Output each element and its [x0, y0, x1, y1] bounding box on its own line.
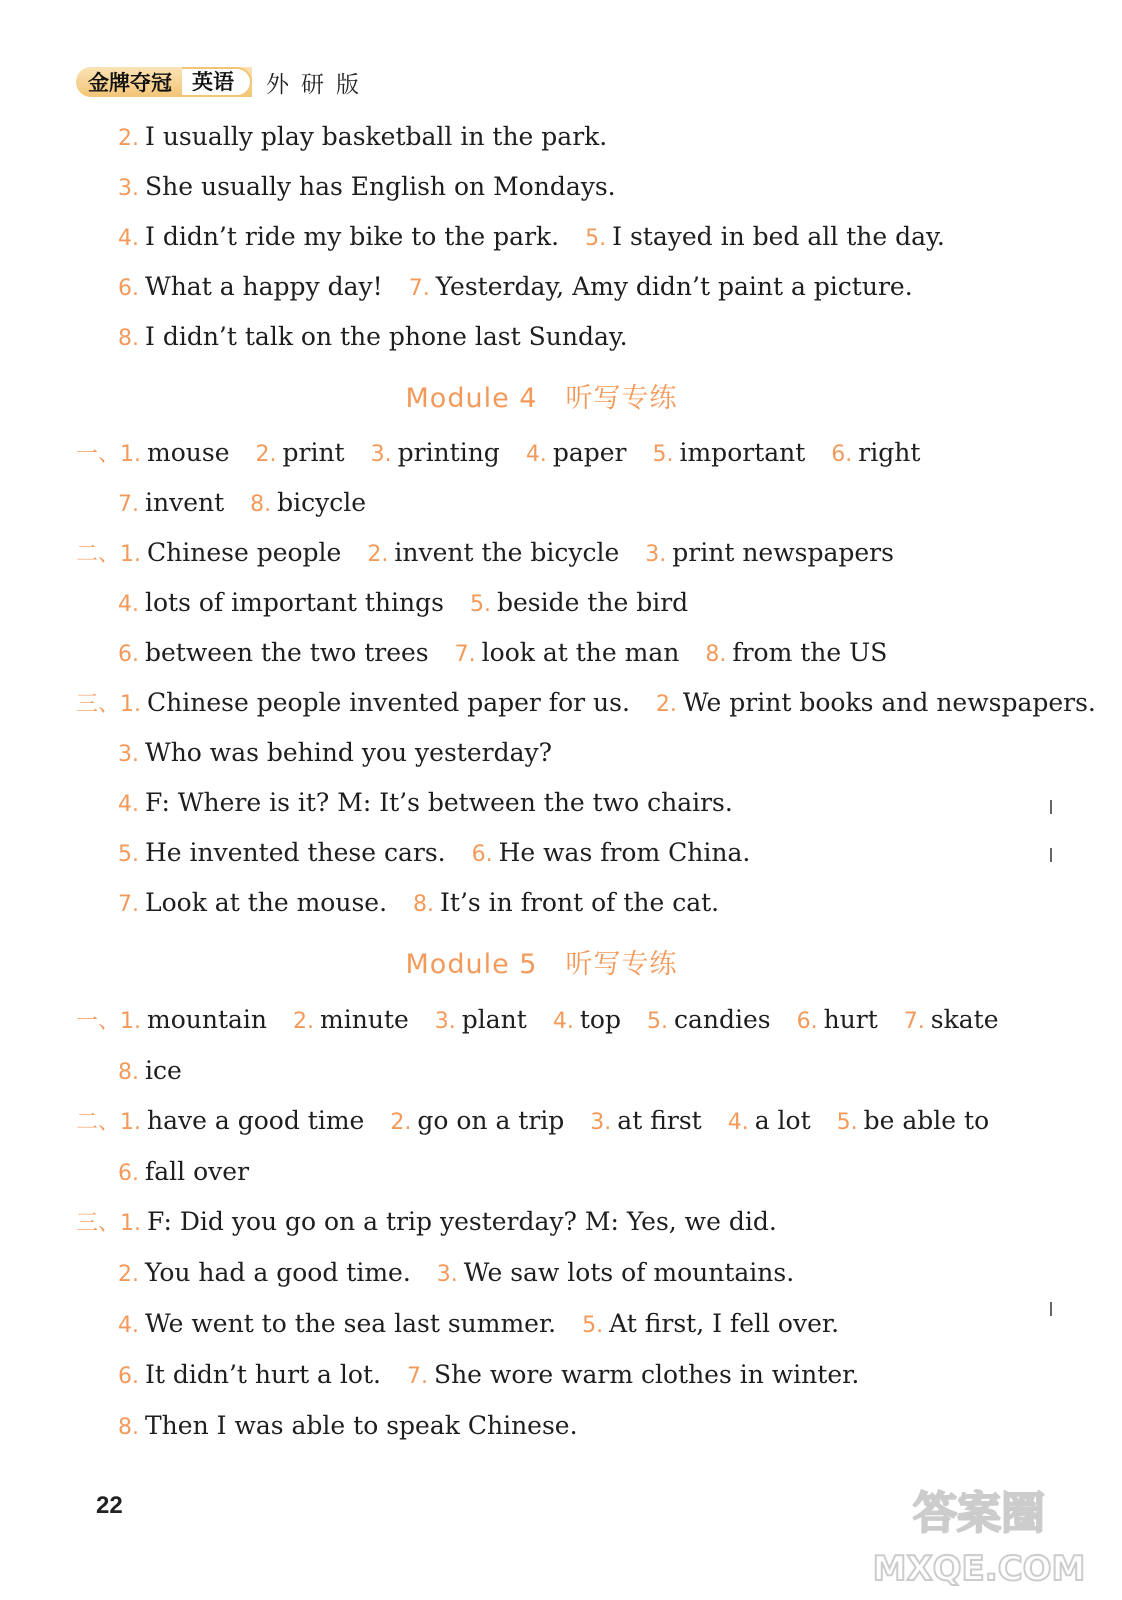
item-number: 8. — [413, 892, 435, 917]
item-number: 7. — [903, 1009, 925, 1034]
answer-item — [118, 122, 607, 151]
answer-item — [797, 1005, 878, 1034]
item-number: 8. — [118, 326, 139, 351]
answer-line — [76, 538, 920, 570]
answer-line — [118, 1360, 885, 1392]
item-text: mountain — [147, 1005, 268, 1034]
answer-item — [120, 1106, 364, 1135]
answer-line — [118, 222, 971, 254]
item-text: What a happy day! — [145, 272, 383, 301]
answer-item — [585, 222, 945, 251]
item-number: 5. — [582, 1313, 604, 1338]
item-text: I didn’t ride my bike to the park. — [145, 222, 560, 251]
item-number: 4. — [118, 592, 139, 617]
item-text: Chinese people — [147, 538, 342, 567]
answer-line — [118, 1309, 865, 1341]
item-text: She wore warm clothes in winter. — [433, 1360, 860, 1389]
answer-line — [118, 788, 759, 820]
answer-item — [390, 1106, 564, 1135]
answer-line — [76, 1106, 1015, 1138]
answer-item — [455, 638, 680, 667]
item-text: important — [679, 438, 806, 467]
item-text: invent the bicycle — [394, 538, 620, 567]
item-number: 5. — [836, 1110, 858, 1135]
answer-line — [76, 1005, 1025, 1037]
item-number: 6. — [831, 442, 853, 467]
answer-item — [118, 272, 383, 301]
item-text: He was from China. — [498, 838, 751, 867]
answer-item — [652, 438, 805, 467]
answer-line — [118, 888, 745, 920]
answer-line — [76, 438, 946, 470]
item-text: Chinese people invented paper for us. — [147, 688, 630, 717]
answer-item — [118, 1411, 578, 1440]
item-number: 3. — [370, 442, 392, 467]
item-text: Who was behind you yesterday? — [145, 738, 553, 767]
answer-item — [590, 1106, 701, 1135]
item-text: mouse — [147, 438, 230, 467]
item-number: 8. — [250, 492, 272, 517]
item-number: 2. — [255, 442, 277, 467]
answer-line — [76, 1207, 803, 1239]
answer-item — [118, 838, 446, 867]
answer-item — [526, 438, 627, 467]
page-number: 22 — [96, 1492, 123, 1519]
item-number: 2. — [118, 126, 139, 151]
section-marker: 一、 — [76, 1009, 121, 1034]
module-heading: Module 5 听写专练 — [405, 949, 678, 980]
answer-line — [118, 122, 633, 154]
series-badge — [76, 67, 252, 97]
item-text: You had a good time. — [145, 1258, 411, 1287]
answer-item — [118, 1258, 411, 1287]
item-text: be able to — [863, 1106, 990, 1135]
item-number: 4. — [118, 792, 139, 817]
item-text: F: Where is it? M: It’s between the two chairs. — [145, 788, 733, 817]
item-number: 7. — [408, 276, 430, 301]
item-number: 5. — [646, 1009, 668, 1034]
answer-item — [413, 888, 719, 917]
item-number: 7. — [118, 492, 139, 517]
item-text: bicycle — [277, 488, 367, 517]
item-number: 6. — [471, 842, 493, 867]
section-marker: 二、 — [76, 542, 121, 567]
item-number: 6. — [118, 276, 139, 301]
item-number: 8. — [705, 642, 727, 667]
answer-item — [705, 638, 887, 667]
answer-item — [118, 588, 444, 617]
item-number: 1. — [120, 692, 142, 717]
item-text: invent — [145, 488, 225, 517]
answer-line — [118, 322, 654, 354]
item-number: 1. — [120, 1211, 142, 1236]
answer-line — [118, 1056, 208, 1088]
answer-item — [118, 1056, 182, 1085]
item-text: at first — [617, 1106, 702, 1135]
item-text: Look at the mouse. — [145, 888, 388, 917]
item-text: We saw lots of mountains. — [463, 1258, 795, 1287]
item-number: 3. — [590, 1110, 612, 1135]
item-text: go on a trip — [417, 1106, 565, 1135]
answer-item — [118, 788, 733, 817]
item-number: 7. — [118, 892, 139, 917]
item-text: I stayed in bed all the day. — [612, 222, 945, 251]
item-text: It didn’t hurt a lot. — [145, 1360, 381, 1389]
item-text: beside the bird — [496, 588, 689, 617]
item-number: 5. — [118, 842, 139, 867]
item-text: At first, I fell over. — [609, 1309, 840, 1338]
answer-item — [367, 538, 619, 567]
margin-mark — [1050, 1302, 1052, 1316]
answer-item — [647, 1005, 771, 1034]
answer-item — [435, 1005, 527, 1034]
item-number: 8. — [118, 1060, 139, 1085]
item-text: Then I was able to speak Chinese. — [145, 1411, 578, 1440]
item-text: have a good time — [147, 1106, 365, 1135]
item-text: She usually has English on Mondays. — [145, 172, 616, 201]
item-number: 5. — [469, 592, 491, 617]
item-text: Yesterday, Amy didn’t paint a picture. — [435, 272, 913, 301]
edition-label: 外研版 — [266, 71, 371, 98]
watermark-logo — [872, 1478, 1086, 1593]
answer-item — [553, 1005, 621, 1034]
subject-name: 英语 — [182, 67, 252, 97]
answer-item — [118, 172, 616, 201]
answer-item — [407, 1360, 859, 1389]
item-text: skate — [930, 1005, 999, 1034]
module-heading: Module 4 听写专练 — [405, 383, 678, 414]
item-text: print — [282, 438, 345, 467]
answer-item — [470, 588, 688, 617]
item-number: 4. — [727, 1110, 749, 1135]
item-text: look at the man — [481, 638, 680, 667]
item-number: 8. — [118, 1415, 139, 1440]
answer-item — [120, 1005, 267, 1034]
series-name: 金牌夺冠 — [88, 71, 172, 95]
item-number: 3. — [118, 176, 139, 201]
item-text: between the two trees — [145, 638, 429, 667]
item-number: 1. — [120, 1009, 142, 1034]
item-text: ice — [145, 1056, 182, 1085]
answer-line — [118, 272, 939, 304]
item-number: 4. — [118, 226, 139, 251]
answer-item — [645, 538, 894, 567]
answer-item — [293, 1005, 409, 1034]
item-number: 1. — [120, 542, 142, 567]
answer-item — [118, 638, 429, 667]
item-text: hurt — [823, 1005, 878, 1034]
section-marker: 三、 — [76, 692, 121, 717]
item-number: 7. — [454, 642, 476, 667]
answer-item — [118, 1157, 249, 1186]
section-marker: 二、 — [76, 1110, 121, 1135]
answer-item — [120, 538, 341, 567]
answer-line — [118, 738, 578, 770]
item-text: lots of important things — [145, 588, 444, 617]
answer-line — [118, 638, 913, 670]
item-text: We went to the sea last summer. — [145, 1309, 557, 1338]
answer-line — [118, 588, 714, 620]
answer-item — [472, 838, 751, 867]
answer-item — [118, 322, 628, 351]
answer-item — [120, 438, 229, 467]
item-number: 6. — [118, 1364, 139, 1389]
answer-item — [118, 738, 552, 767]
item-text: printing — [397, 438, 500, 467]
item-text: paper — [552, 438, 627, 467]
item-number: 7. — [406, 1364, 428, 1389]
item-number: 5. — [652, 442, 674, 467]
item-number: 3. — [436, 1262, 458, 1287]
item-text: He invented these cars. — [145, 838, 446, 867]
answer-line — [118, 838, 776, 870]
answer-item — [118, 1309, 556, 1338]
item-text: candies — [673, 1005, 771, 1034]
item-number: 2. — [367, 542, 389, 567]
item-text: plant — [461, 1005, 527, 1034]
item-text: It’s in front of the cat. — [440, 888, 720, 917]
item-text: fall over — [145, 1157, 250, 1186]
book-header — [76, 66, 371, 98]
item-text: minute — [320, 1005, 409, 1034]
item-text: I usually play basketball in the park. — [145, 122, 608, 151]
item-number: 3. — [434, 1009, 456, 1034]
item-number: 2. — [118, 1262, 139, 1287]
item-number: 1. — [120, 442, 142, 467]
answer-item — [120, 688, 630, 717]
answer-item — [728, 1106, 811, 1135]
item-number: 2. — [655, 692, 677, 717]
margin-mark — [1050, 848, 1052, 862]
answer-line — [118, 172, 642, 204]
item-text: I didn’t talk on the phone last Sunday. — [145, 322, 628, 351]
section-marker: 一、 — [76, 442, 121, 467]
answer-line — [118, 1157, 275, 1189]
item-text: print newspapers — [672, 538, 894, 567]
answer-item — [371, 438, 500, 467]
watermark-top: 答案圈 — [913, 1488, 1045, 1539]
answer-item — [656, 688, 1096, 717]
item-number: 3. — [645, 542, 667, 567]
answer-item — [582, 1309, 839, 1338]
item-number: 2. — [390, 1110, 412, 1135]
answer-line — [76, 688, 1122, 720]
item-number: 2. — [293, 1009, 315, 1034]
answer-line — [118, 1411, 604, 1443]
item-number: 4. — [525, 442, 547, 467]
answer-item — [250, 488, 366, 517]
item-text: top — [579, 1005, 621, 1034]
item-number: 5. — [585, 226, 607, 251]
margin-mark — [1050, 800, 1052, 814]
item-number: 4. — [552, 1009, 574, 1034]
answer-item — [837, 1106, 990, 1135]
answer-item — [256, 438, 345, 467]
watermark-bottom: MXQE.COM — [872, 1549, 1086, 1589]
section-marker: 三、 — [76, 1211, 121, 1236]
answer-item — [118, 888, 387, 917]
item-number: 6. — [118, 642, 139, 667]
answer-item — [437, 1258, 794, 1287]
answer-item — [118, 488, 224, 517]
answer-line — [118, 488, 392, 520]
item-number: 3. — [118, 742, 139, 767]
item-number: 6. — [796, 1009, 818, 1034]
answer-item — [118, 1360, 381, 1389]
answer-item — [831, 438, 920, 467]
item-text: F: Did you go on a trip yesterday? M: Yes, we did. — [147, 1207, 777, 1236]
answer-item — [118, 222, 559, 251]
item-number: 4. — [118, 1313, 139, 1338]
item-number: 6. — [118, 1161, 139, 1186]
item-text: a lot — [754, 1106, 811, 1135]
item-text: We print books and newspapers. — [682, 688, 1096, 717]
answer-item — [120, 1207, 777, 1236]
answer-item — [904, 1005, 999, 1034]
answer-item — [409, 272, 913, 301]
item-number: 1. — [120, 1110, 142, 1135]
item-text: from the US — [732, 638, 888, 667]
answer-line — [118, 1258, 820, 1290]
item-text: right — [858, 438, 921, 467]
